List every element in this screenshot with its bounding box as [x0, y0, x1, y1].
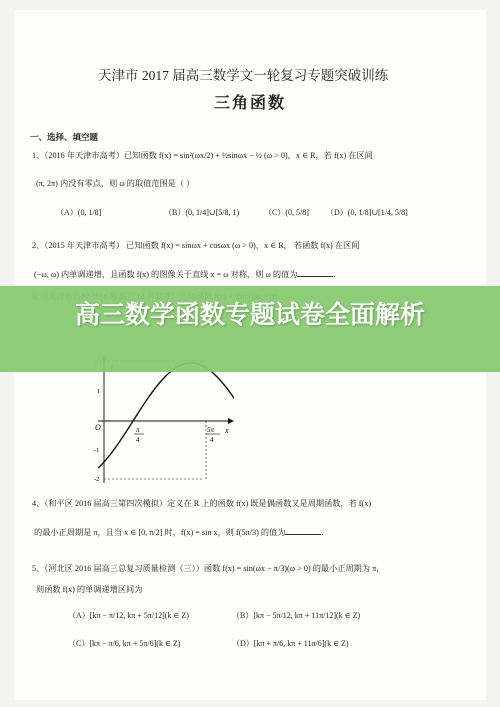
question-4-line-1: 4、（和平区 2016 届高三第四次模拟）定义在 R 上的函数 f(x) 既是偶函数又是周期函数，若 f(x)	[32, 499, 372, 508]
tick-x-5pi-over-4: 5π	[207, 426, 215, 434]
question-2-line-2: (−ω, ω) 内单调递增，且函数 f(x) 的图像关于直线 x = ω 对称，则 ω 的值为 .	[34, 270, 336, 279]
question-1-option-d: （D）(0, 1/8]∪[1/4, 5/8]	[326, 208, 408, 217]
origin-label: O	[95, 423, 101, 432]
x-axis-label: x	[225, 426, 229, 435]
answer-blank	[285, 526, 321, 535]
question-1-option-b: （B）(0, 1/4]∪[5/8, 1)	[164, 208, 240, 217]
question-1-option-c: （C）(0, 5/8]	[264, 208, 309, 217]
title-banner	[0, 286, 500, 372]
answer-blank	[297, 268, 333, 277]
question-4-line-2: 的最小正周期是 π，且当 x ∈ [0, π/2] 时，f(x) = sin x，则 f(5π/3) 的值为 .	[34, 528, 324, 537]
question-1-option-a: （A）(0, 1/8]	[56, 208, 102, 217]
question-5-option-b: （B）[kπ − 5π/12, kπ + 11π/12](k ∈ Z)	[232, 611, 361, 620]
tick-y-1: 1	[97, 388, 101, 395]
question-1-line-2: (π, 2π) 内没有零点，则 ω 的取值范围是（ ）	[36, 179, 195, 188]
document-title: 天津市 2017 届高三数学文一轮复习专题突破训练	[98, 68, 389, 83]
question-5-option-d: （D）[kπ + π/6, kπ + 11π/6](k ∈ Z)	[232, 639, 349, 648]
tick-x-pi-over-4: π	[136, 426, 140, 434]
question-2-line-2-text: (−ω, ω) 内单调递增，且函数 f(x) 的图像关于直线 x = ω 对称，则 ω 的值为	[34, 270, 298, 279]
question-5-option-a: （A）[kπ − π/12, kπ + 5π/12](k ∈ Z)	[68, 611, 189, 620]
document-subtitle: 三角函数	[214, 95, 287, 112]
tick-x-5pi-over-4-den: 4	[210, 436, 214, 444]
tick-x-pi-over-4-den: 4	[136, 436, 140, 444]
x-axis-arrow	[228, 418, 234, 424]
question-1-line-1: 1、（2016 年天津市高考）已知函数 f(x) = sin²(ωx/2) + ½sinωx − ½ (ω > 0)，x ∈ R，若 f(x) 在区间	[32, 151, 373, 160]
tick-y-neg1: -1	[94, 447, 100, 454]
sine-graph	[94, 355, 234, 487]
question-5-line-2: 则函数 f(x) 的单调递增区间为	[36, 585, 143, 594]
section-heading: 一、选择、填空题	[30, 132, 99, 142]
question-2-line-1: 2、（2015 年天津市高考） 已知函数 f(x) = sinωx + cosωx (ω > 0)，x ∈ R， 若函数 f(x) 在区间	[32, 241, 360, 250]
question-5-line-1: 5、（河北区 2016 届高三总复习质量检测（三））函数 f(x) = sin(ωx − π/3)(ω > 0) 的最小正周期为 π，	[32, 564, 385, 573]
banner-title: 高三数学函数专题试卷全面解析	[74, 300, 425, 329]
question-4-line-2-text: 的最小正周期是 π，且当 x ∈ [0, π/2] 时，f(x) = sin x，则 f(5π/3) 的值为	[34, 528, 286, 537]
question-5-option-c: （C）[kπ − π/6, kπ + 5π/6](k ∈ Z)	[68, 639, 181, 648]
tick-y-neg2: -2	[94, 476, 100, 483]
